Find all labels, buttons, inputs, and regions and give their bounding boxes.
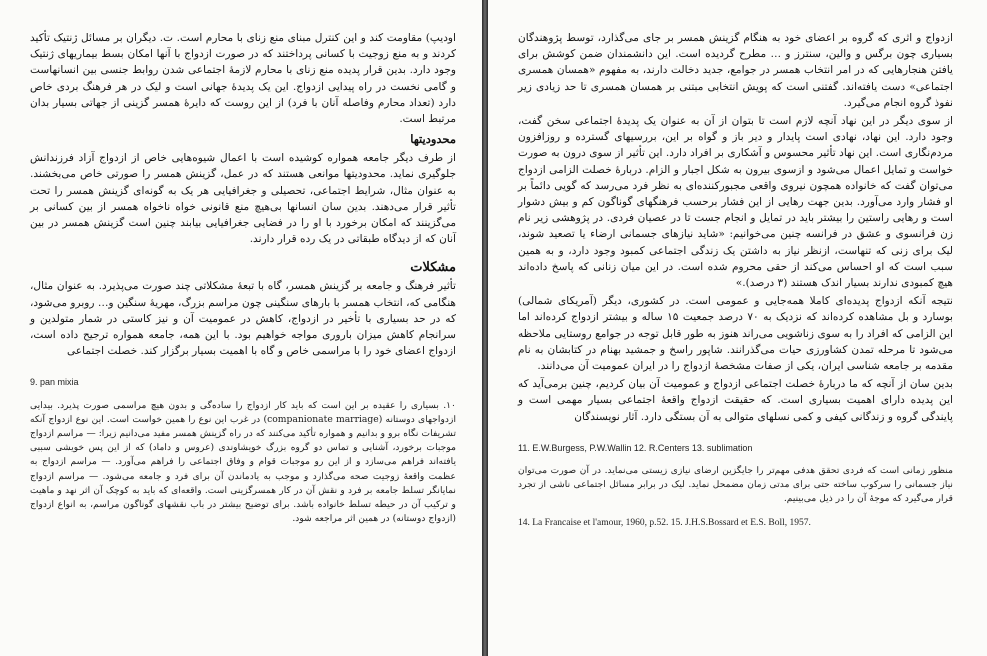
right-page [488, 0, 987, 656]
right-paragraph-4: بدین سان از آنچه که ما دربارهٔ خصلت اجتماعی ازدواج و عمومیت آن بیان کردیم، چنین برمی‌آید که این پدیده دارای اهمیت بسیاری است. که حقیقت ازدواج واقعهٔ اجتماعی بسیار مهمی است و پایندگی گروه و زندگانی کیفی و کمی نسلهای متوالی به آن بستگی دارد. آثار نویسندگان [518, 378, 953, 423]
left-paragraph-2: از طرف دیگر جامعه همواره کوشیده است با اعمال شیوه‌هایی خاص از ازدواج آزاد فرزندانش جلوگیری نماید. محدودیتها موانعی هستند که در عمل، گزینش همسر را صورتی خاص می‌بخشند. به عنوان مثال، شرایط اجتماعی، تحصیلی و جغرافیایی هر یک به گونه‌ای گزینش همسر را تحت تأثیر قرار می‌دهند. بدین سان انسانها بی‌هیچ منع قانونی خواه ناخواه همسر از بین کسانی بر می‌گزینند که امکان برخورد با او را در فضایی جغرافیایی بیابند چنین است گزینش همسر در بین آنان که از دیدگاه طبقاتی در یک رده قرار دارند. [30, 152, 456, 246]
footnote-references-14-15: 14. La Francaise et l'amour, 1960, p.52. 15. J.H.S.Bossard et E.S. Boll, 1957. [518, 517, 811, 528]
left-footnote-10: ۱۰. بسیاری را عقیده بر این است که باید کار ازدواج را ساده‌گی و بدون هیچ مراسمی صورت پذیرد. بیدایی ازدواجهای دوستانه (companionate marriage) در غرب این نوع را همین خواست است. این نوع ازدواج آنکه تشریفات نگاه برو و بدانیم و همواره تأکید می‌کنند که در راه گزینش همسر مفید می‌دانیم زیرا: — مراسم ازدواج موجبات برخورد، آشنایی و تماس دو گروه بزرگ خویشاوندی (عروس و داماد) که از این پس خویشی سببی یافته‌اند فراهم می‌سازد و از این رو موجبات قوام و وفاق اجتماعی را فراهم می‌آورد. — مراسم ازدواج به عظمت واقعهٔ زوجیت صحه می‌گذارد و موجب به یادماندن آن برای فرد و جامعه می‌شود. — مراسم ازدواج نمایانگر تسلط جامعه بر فرد و نقش آن در کار همسرگزینی است. واقعه‌ای که باید به کوچک آن اثر نهد و ماهیت و ترکیب آن در حیطه تسلط خانواده باشد. برای توضیح بیشتر در باب نقشهای گوناگون مراسم، به انواع ازدواج (ازدواج دوستانه) در همین اثر مراجعه شود. [30, 399, 457, 525]
left-paragraph-1: اودیپ) مقاومت کند و این کنترل مبنای منع زنای با محارم است. ت. دیگران بر مسائل ژنتیک تأکید کردند و به منع زوجیت با کسانی پرداختند که در صورت ازدواج با آنها امکان بسط بیماریهای ژنتیک وجود دارد. بدین قرار پدیده منع زنای با محارم لازمهٔ اجتماعی شدن روابط جنسی بین انسانهاست و گامی نخست در راه پیدایی ازدواج. این یک پدیدهٔ جهانی است و لیک در هر فرهنگ بردی خاص دارد (تعداد محارم وفاصله آنان با فرد) از این روست که دایرهٔ همسر گزینی از جهاتی بسیار بدان مرتبط است. [30, 32, 456, 126]
footnote-references-11-13: 11. E.W.Burgess, P.W.Wallin 12. R.Centers 13. sublimation [518, 442, 753, 453]
left-page [0, 0, 482, 656]
right-paragraph-3: نتیجه آنکه ازدواج پدیده‌ای کاملا همه‌جایی و عمومی است. در کشوری، دیگر (آمریکای شمالی) بوسارد و بل مشاهده کرده‌اند که نزدیک به ۷۰ درصد جمعیت ۱۵ ساله و بیشتر ازدواج کرده‌اند اما این الزامی که افراد را به سوی زناشویی می‌راند هنوز به طور قابل توجه در جوامع روستایی ملاحظه می‌شود تا مرحله تمدن کشاورزی حیات می‌گذرانند. شاپور راسخ و جمشید بهنام در کتابشان به نام مقدمه بر جامعه شناسی ایران، یکی از صفات مشخصهٔ ازدواج را در ایران عمومیت آن می‌دانند. [518, 295, 953, 373]
section-heading-limitations: محدودیتها [410, 132, 456, 147]
footnote-marker-9: 9. pan mixia [30, 377, 79, 388]
right-footnote-text: منظور زمانی است که فردی تحقق هدفی مهم‌تر را جایگزین ارضای نیازی زیستی می‌نماید. در آن صورت می‌توان نیاز جسمانی را سرکوب ساخته حتی برای مدتی زمان مضمحل نماید. لیک در برابر مسائل اجتماعی ناشی از تجرد قرار می‌گیرد که موجهٔ آن را در ذیل می‌بینیم. [518, 465, 953, 505]
right-paragraph-2: از سوی دیگر در این نهاد آنچه لازم است تا بتوان از آن به عنوان یک پدیدهٔ اجتماعی سخن گفت، وجود دارد. این نهاد، نهادی است پایدار و دیر باز و گواه بر این، بررسیهای گسترده و روزافزون مردم‌نگاری است. این نهاد تأثیر محسوس و آشکاری بر افراد دارد. این تأثیر از سوی درون به صورت خواست و تمایل اعمال می‌شود و ازسوی بیرون به شکل اجبار و الزام. دربارهٔ خصلت الزامی ازدواج می‌توان گفت که خانواده همچون نیروی واقعی مجبورکننده‌ای به نظر فرد می‌رسد که گویی دائماً بر او فشار وارد می‌آورد. بدین جهت رهایی از این فشار برحسب فرهنگهای گوناگون کم و بیش دشوار است و رهایی راستین را بیشتر باید در تمایل و انجام جست تا در عصیان فردی. در پژوهشی زیر نام زن فرانسوی و عشق در فرانسه چنین می‌خوانیم: «شاید نیازهای جسمانی ارضاء یا تصعید شوند، لیک برای زنی که تنهاست، ازنظر نیاز به داشتن یک زندگی اجتماعی کمبود وجود دارد، و به همین سبب است که او احساس می‌کند از حقی محروم شده است. در این میان زنانی که پاسخ داده‌اند هیچ کمبودی ندارند بسیار اندک هستند (۳ درصد).» [518, 115, 953, 290]
left-paragraph-3: تأثیر فرهنگ و جامعه بر گزینش همسر، گاه با تبعهٔ مشکلاتی چند صورت می‌پذیرد. به عنوان مثال، هنگامی که، انتخاب همسر با بارهای سنگینی چون مراسم بزرگ، مهریهٔ سنگین و… روبرو می‌شود، که در حد بسیاری با تأخیر در ازدواج، کاهش در عمومیت آن و نیز کاستی در شمار متولدین و سرانجام کاهش میزان باروری مواجه خواهیم بود. با این همه، جامعه همواره ترجیح داده است، ازدواج اعضای خود را با مراسمی خاص و گاه با اهمیت بسیار برگزار کند. خصلت اجتماعی [30, 280, 456, 358]
section-heading-problems: مشکلات [410, 260, 456, 276]
right-paragraph-1: ازدواج و اثری که گروه بر اعضای خود به هنگام گزینش همسر بر جای می‌گذارد، توسط پژوهندگان بسیاری چون برگس و والین، سنترز و … مطرح گردیده است. این دانشمندان ضمن کوشش برای یافتن هنجارهایی که در امر انتخاب همسر در جوامع، جدید دخالت دارند، به مفهوم «همسان همسری اجتماعی» دست یافته‌اند. گفتنی است که پویش انتخابی مبتنی بر همسان همسری تا حد زیادی زیر نفوذ گروه انجام می‌گیرد. [518, 32, 953, 109]
